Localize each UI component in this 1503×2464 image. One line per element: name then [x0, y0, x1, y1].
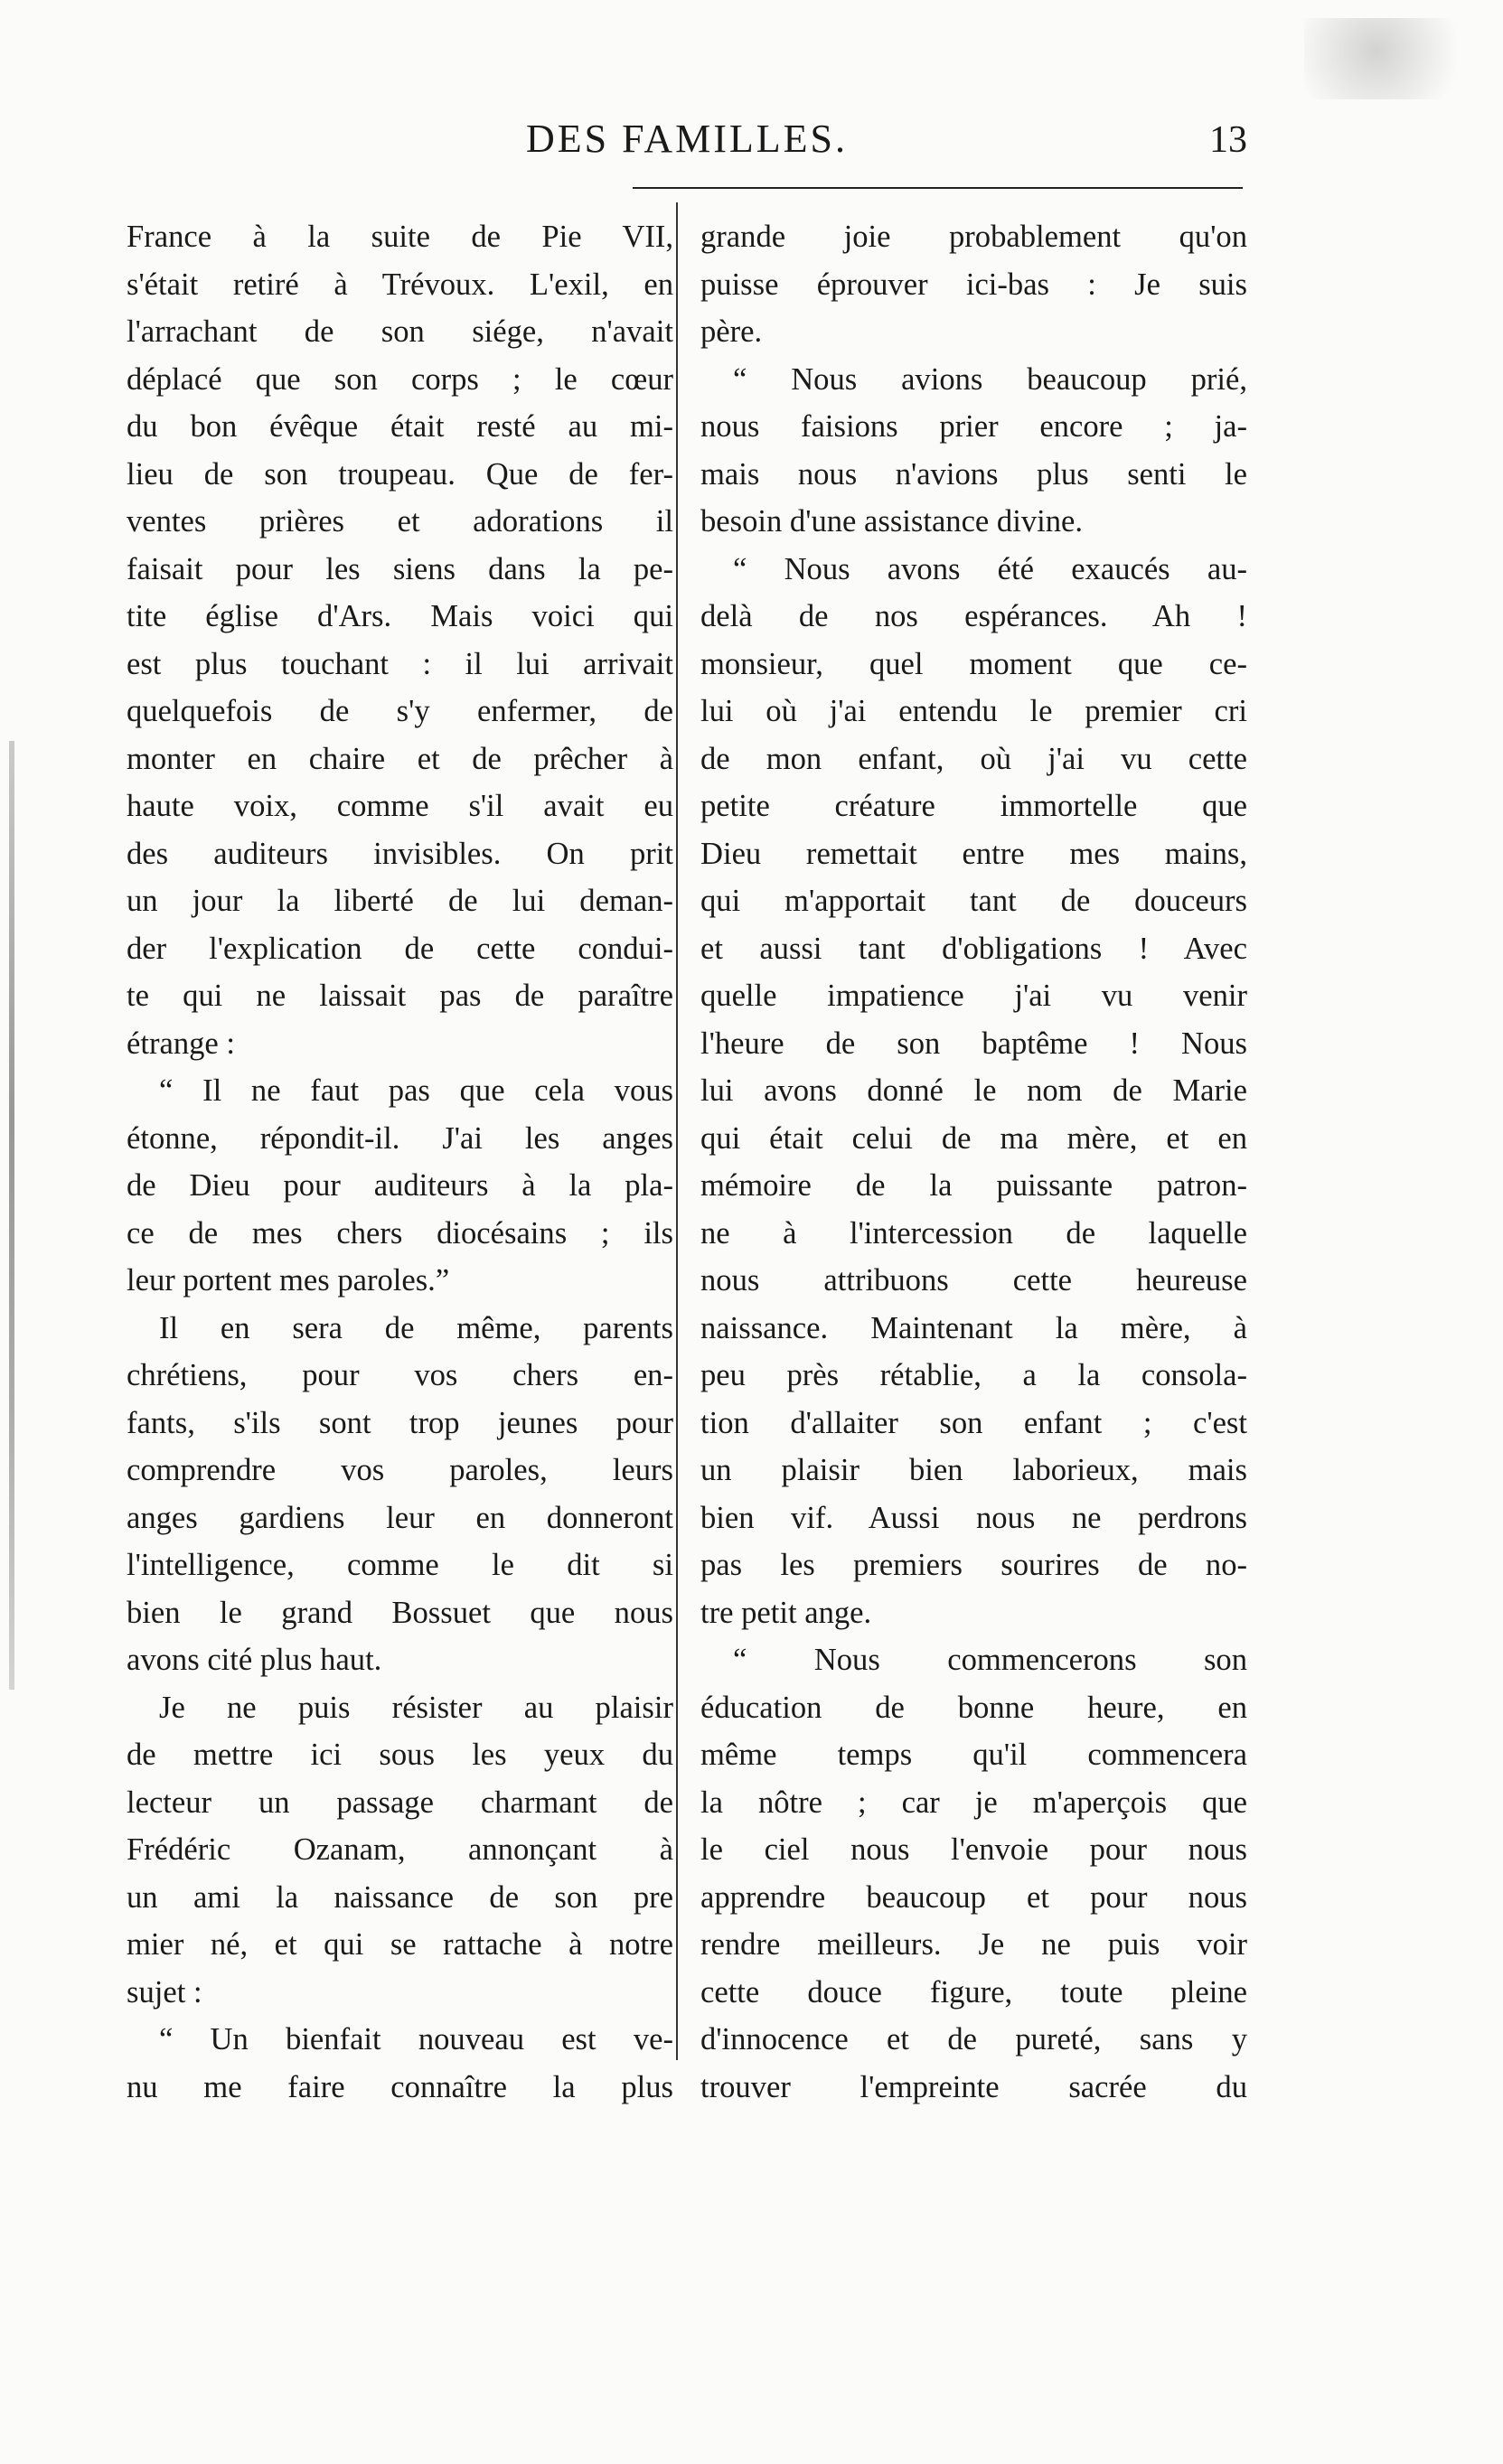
text-line: d'innocence et de pureté, sans y: [700, 2022, 1247, 2056]
text-line: grande joie probablement qu'on: [700, 220, 1247, 254]
text-line: ventes prières et adorations il: [127, 504, 673, 539]
text-line: père.: [700, 314, 763, 349]
right-column: [700, 213, 1247, 2104]
text-line: “ Nous avions beaucoup prié,: [733, 361, 1247, 397]
text-line: nu me faire connaître la plus: [127, 2069, 673, 2104]
text-line: ne à l'intercession de laquelle: [700, 1215, 1247, 1251]
text-line: Je ne puis résister au plaisir: [159, 1690, 673, 1725]
text-line: faisait pour les siens dans la pe-: [127, 551, 673, 586]
text-line: lui où j'ai entendu le premier cri: [700, 694, 1247, 728]
text-line: la nôtre ; car je m'aperçois que: [700, 1785, 1247, 1820]
text-line: “ Il ne faut pas que cela vous: [159, 1073, 673, 1108]
header-rule: [633, 187, 1243, 189]
page-header: [127, 116, 1247, 170]
text-line: quelquefois de s'y enfermer, de: [127, 694, 673, 728]
text-line: Il en sera de même, parents: [159, 1310, 673, 1345]
text-line: “ Un bienfait nouveau est ve-: [159, 2022, 673, 2056]
text-line: bien le grand Bossuet que nous: [127, 1595, 673, 1630]
text-line: haute voix, comme s'il avait eu: [127, 789, 673, 823]
text-line: bien vif. Aussi nous ne perdrons: [700, 1500, 1247, 1535]
left-column: [127, 213, 673, 2104]
text-line: est plus touchant : il lui arrivait: [127, 646, 673, 681]
text-line: quelle impatience j'ai vu venir: [700, 979, 1247, 1013]
text-line: déplacé que son corps ; le cœur: [127, 361, 673, 397]
text-line: qui m'apportait tant de douceurs: [700, 884, 1247, 918]
text-line: lieu de son troupeau. Que de fer-: [127, 456, 673, 492]
text-line: monter en chaire et de prêcher à: [127, 741, 673, 776]
text-line: nous faisions prier encore ; ja-: [700, 409, 1247, 444]
text-line: France à la suite de Pie VII,: [127, 220, 673, 254]
text-line: pas les premiers sourires de no-: [700, 1548, 1247, 1582]
text-line: fants, s'ils sont trop jeunes pour: [127, 1405, 673, 1440]
text-line: trouver l'empreinte sacrée du: [700, 2069, 1247, 2104]
text-line: rendre meilleurs. Je ne puis voir: [700, 1927, 1247, 1962]
text-line: besoin d'une assistance divine.: [700, 504, 1083, 539]
text-line: étonne, répondit-il. J'ai les anges: [127, 1120, 673, 1156]
text-line: comprendre vos paroles, leurs: [127, 1453, 673, 1487]
text-line: même temps qu'il commencera: [700, 1738, 1247, 1772]
text-line: ce de mes chers diocésains ; ils: [127, 1215, 673, 1251]
text-line: Dieu remettait entre mes mains,: [700, 836, 1247, 871]
text-line: lui avons donné le nom de Marie: [700, 1073, 1247, 1108]
text-line: anges gardiens leur en donneront: [127, 1500, 673, 1535]
text-line: l'heure de son baptême ! Nous: [700, 1026, 1247, 1061]
column-divider: [676, 202, 678, 2060]
text-line: l'intelligence, comme le dit si: [127, 1548, 673, 1582]
text-line: sujet :: [127, 1974, 202, 2010]
running-title: DES FAMILLES.: [526, 117, 848, 161]
text-line: le ciel nous l'envoie pour nous: [700, 1832, 1247, 1867]
text-line: un plaisir bien laborieux, mais: [700, 1453, 1247, 1487]
text-line: tite église d'Ars. Mais voici qui: [127, 599, 673, 633]
text-line: chrétiens, pour vos chers en-: [127, 1358, 673, 1392]
text-line: Frédéric Ozanam, annonçant à: [127, 1832, 673, 1867]
text-line: mémoire de la puissante patron-: [700, 1168, 1247, 1203]
text-line: mais nous n'avions plus senti le: [700, 456, 1247, 492]
text-line: un ami la naissance de son pre: [127, 1879, 673, 1915]
text-line: petite créature immortelle que: [700, 789, 1247, 823]
text-line: tre petit ange.: [700, 1595, 872, 1630]
text-line: mier né, et qui se rattache à notre: [127, 1927, 673, 1962]
text-line: lecteur un passage charmant de: [127, 1785, 673, 1820]
text-line: apprendre beaucoup et pour nous: [700, 1879, 1247, 1915]
text-line: tion d'allaiter son enfant ; c'est: [700, 1405, 1247, 1440]
text-line: delà de nos espérances. Ah !: [700, 599, 1247, 633]
text-line: et aussi tant d'obligations ! Avec: [700, 931, 1247, 966]
text-line: de mon enfant, où j'ai vu cette: [700, 741, 1247, 776]
text-line: peu près rétablie, a la consola-: [700, 1358, 1247, 1392]
text-line: “ Nous commencerons son: [733, 1643, 1247, 1677]
text-line: l'arrachant de son siége, n'avait: [127, 314, 673, 349]
text-line: un jour la liberté de lui deman-: [127, 884, 673, 918]
text-line: étrange :: [127, 1026, 235, 1061]
text-line: éducation de bonne heure, en: [700, 1690, 1247, 1725]
text-line: des auditeurs invisibles. On prit: [127, 836, 673, 871]
text-line: de Dieu pour auditeurs à la pla-: [127, 1168, 673, 1203]
text-line: leur portent mes paroles.”: [127, 1263, 450, 1298]
text-line: te qui ne laissait pas de paraître: [127, 979, 673, 1013]
text-line: avons cité plus haut.: [127, 1643, 382, 1677]
text-line: nous attribuons cette heureuse: [700, 1263, 1247, 1298]
text-line: cette douce figure, toute pleine: [700, 1974, 1247, 2010]
text-line: naissance. Maintenant la mère, à: [700, 1310, 1247, 1345]
page-number: 13: [1209, 119, 1247, 161]
text-line: du bon évêque était resté au mi-: [127, 409, 673, 444]
text-line: “ Nous avons été exaucés au-: [733, 551, 1247, 586]
binding-edge: [9, 741, 14, 1690]
text-line: der l'explication de cette condui-: [127, 931, 673, 966]
text-line: s'était retiré à Trévoux. L'exil, en: [127, 267, 673, 302]
text-line: qui était celui de ma mère, et en: [700, 1120, 1247, 1156]
paper-stain: [1304, 18, 1485, 99]
text-line: puisse éprouver ici-bas : Je suis: [700, 267, 1247, 302]
text-line: monsieur, quel moment que ce-: [700, 646, 1247, 681]
text-line: de mettre ici sous les yeux du: [127, 1738, 673, 1772]
